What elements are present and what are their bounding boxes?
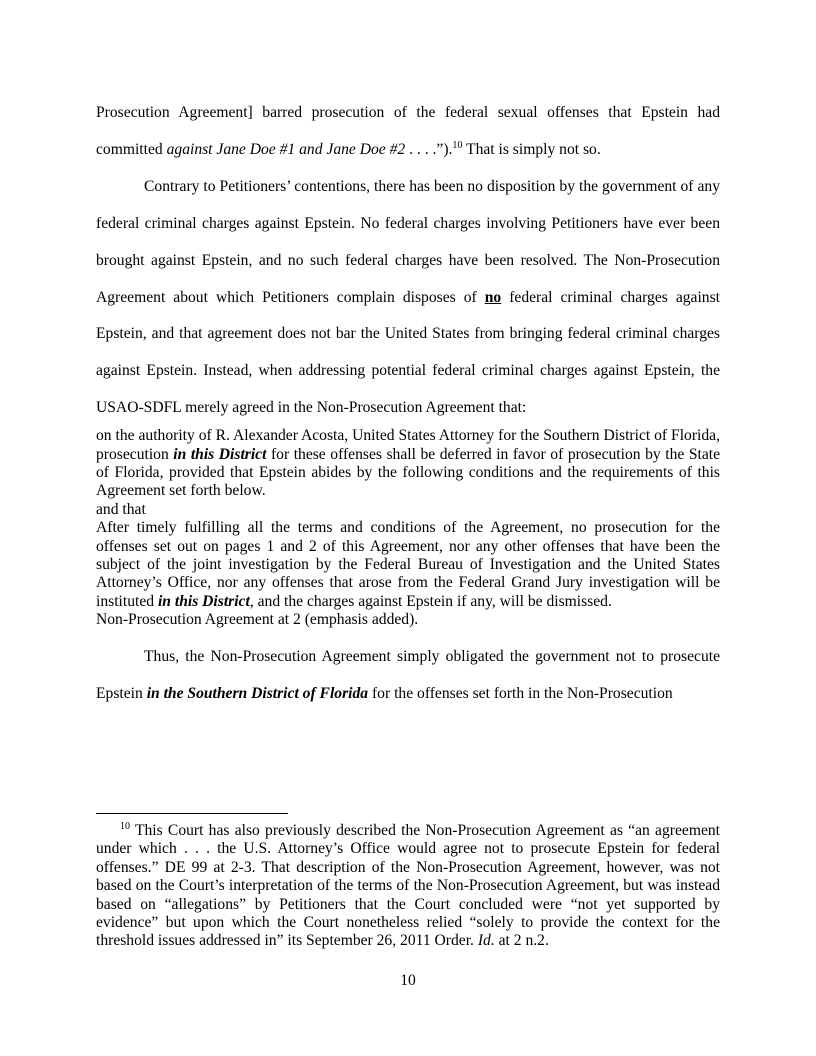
text-run: federal criminal charges against Epstein, and that agreement does not bar the United States from bringing federal criminal charges against Epstein. Instead, when addressing potential federal criminal charges against Epstein, the USAO-SDFL merely agreed in the Non-Prosecution Agreement that: <box>96 288 720 417</box>
text-run: Thus, the Non-Prosecution Agreement simply obligated the government not to prosecute Epstein <box>96 647 720 702</box>
text-run: , and the charges against Epstein if any, will be dismissed. <box>249 592 612 610</box>
footnote-number: 10 <box>120 820 130 832</box>
italic-text: Id. <box>477 932 495 950</box>
footnote-separator <box>96 813 288 814</box>
paragraph-continuation <box>96 95 720 169</box>
bold-italic-text: in the Southern District of Florida <box>146 684 369 702</box>
paragraph-contrary <box>96 169 720 427</box>
italic-text: against Jane Doe #1 and Jane Doe #2 <box>166 140 406 158</box>
text-run: Prosecution Agreement] barred prosecution of the federal sexual offenses that Epstein had committed <box>96 104 720 158</box>
footnote-10 <box>96 822 720 951</box>
block-quote-1 <box>96 427 720 501</box>
paragraph-thus <box>96 639 720 713</box>
body-text <box>96 95 720 712</box>
footnotes <box>96 822 720 951</box>
block-quote-2 <box>96 519 720 611</box>
bold-italic-text: in this District <box>173 445 267 463</box>
text-run: This Court has also previously described the Non-Prosecution Agreement as “an agreement under which . . . the U.S. Attorney’s Office would agree not to prosecute Epstein for federal offenses.” DE 99 at 2-3. That description of the Non-Prosecution Agreement, however, was not based on the Court’s interpretation of the terms of the Non-Prosecution Agreement, but was instead based on “allegations” by Petitioners that the Court concluded were “not yet supported by evidence” but upon which the Court nonetheless relied “solely to provide the context for the threshold issues addressed in” its September 26, 2011 Order. <box>96 822 720 950</box>
text-run: After timely fulfilling all the terms and conditions of the Agreement, no prosecution for the offenses set out on pages 1 and 2 of this Agreement, nor any other offenses that have been the subject of the joint investigation by the Federal Bureau of Investigation and the United States Attorney’s Office, nor any offenses that arose from the Federal Grand Jury investigation will be instituted <box>96 519 720 610</box>
emphasized-no: no <box>484 288 502 306</box>
footnote-reference: 10 <box>452 139 463 151</box>
bold-italic-text: in this District <box>157 592 250 610</box>
and-that-line: and that <box>96 500 146 518</box>
text-run: for these offenses shall be deferred in favor of prosecution by the State of Florida, provided that Epstein abides by the following conditions and the requirements of this Agreement set forth below. <box>96 445 720 500</box>
text-run: at 2 n.2. <box>494 932 549 950</box>
text-run: Contrary to Petitioners’ contentions, there has been no disposition by the government of any federal criminal charges against Epstein. No federal charges involving Petitioners have ever been brought against Epstein, and no such federal charges have been resolved. The Non-Prosecution Agreement about which Petitioners complain disposes of <box>96 177 720 306</box>
page-number: 10 <box>400 972 416 989</box>
text-run: for the offenses set forth in the Non-Prosecution <box>368 684 673 702</box>
citation-line: Non-Prosecution Agreement at 2 (emphasis added). <box>96 611 419 629</box>
text-run: . . . .”). <box>405 140 453 158</box>
text-run: That is simply not so. <box>462 140 601 158</box>
text-run: on the authority of R. Alexander Acosta, United States Attorney for the Southern District of Florida, prosecution <box>96 427 720 463</box>
